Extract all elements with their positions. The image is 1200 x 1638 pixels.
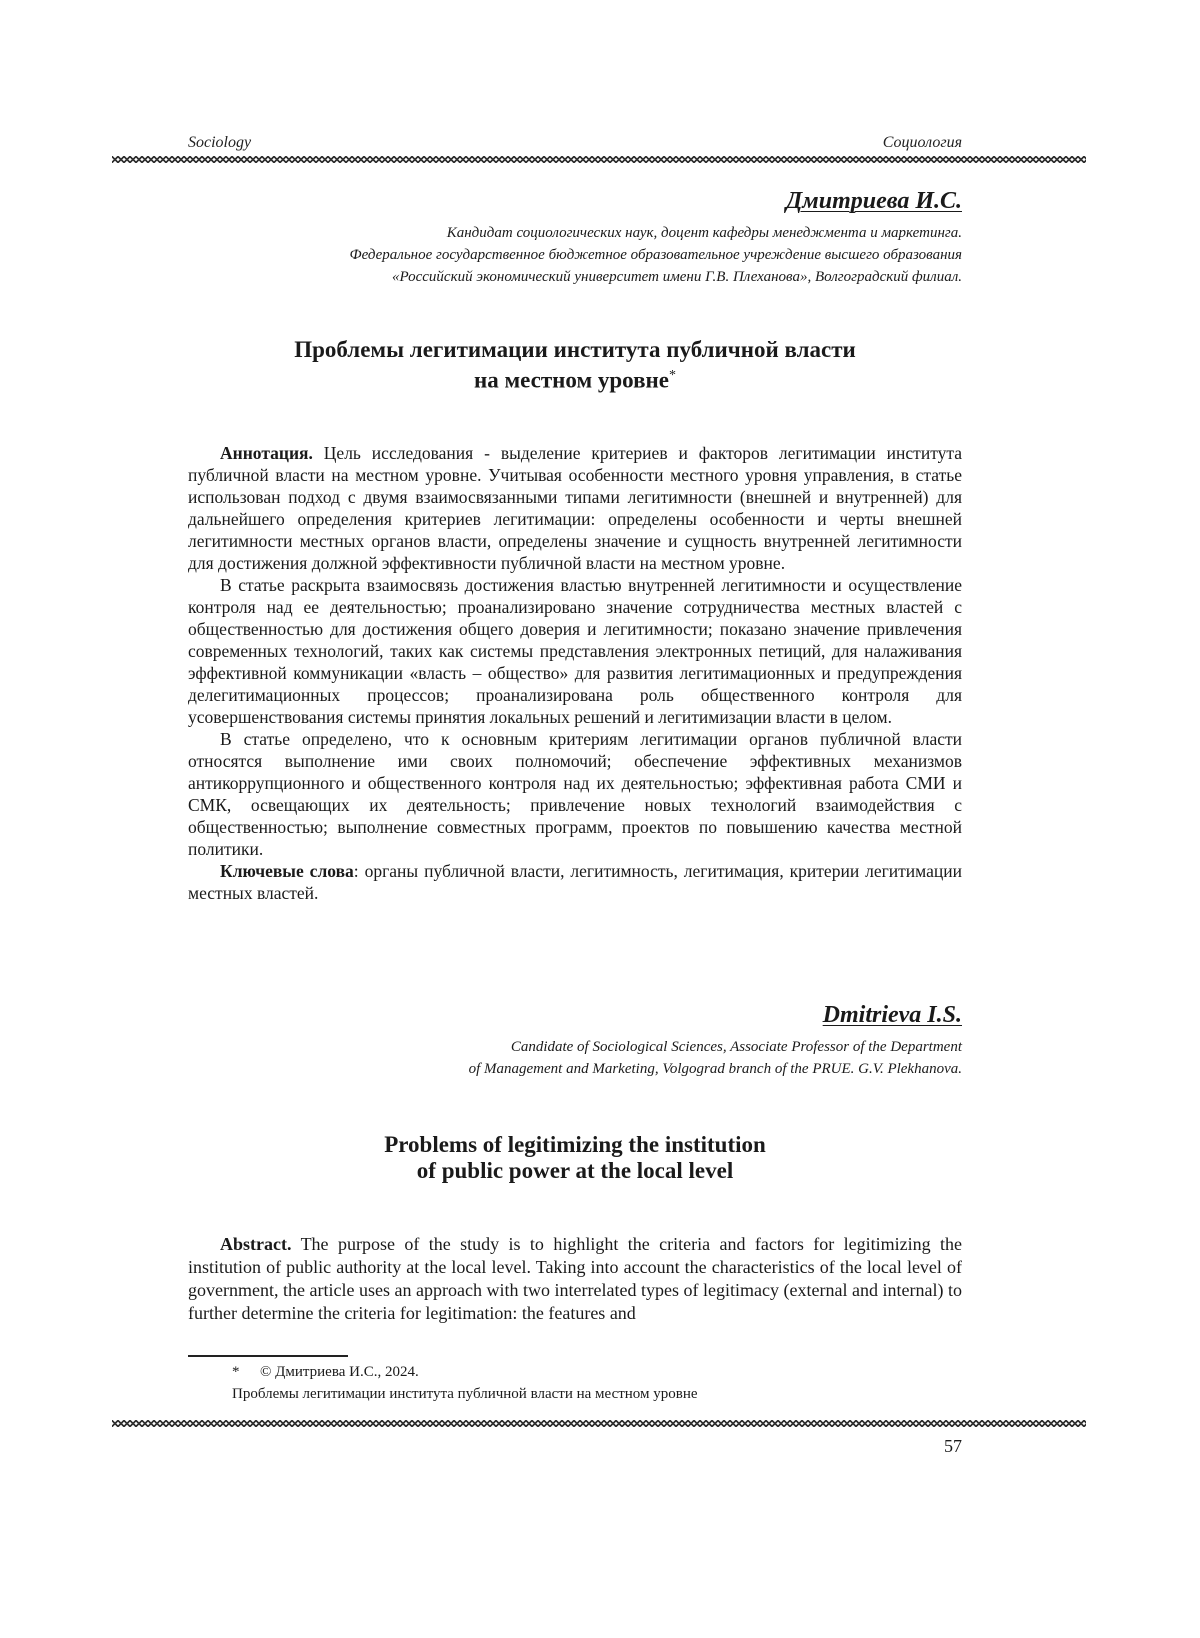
abstract-label: Аннотация. (220, 443, 313, 463)
running-header-left: Sociology (188, 134, 251, 152)
article-title-ru (188, 337, 962, 394)
author-name-ru: Дмитриева И.С. (188, 186, 962, 216)
keywords-label: Ключевые слова (220, 861, 354, 881)
article-title-en (188, 1132, 962, 1184)
keywords-paragraph (188, 860, 962, 904)
footnote-marker: * (669, 368, 676, 383)
running-header (188, 134, 962, 152)
abstract-paragraph: В статье определено, что к основным критериям легитимации органов публичной власти относятся выполнение ими своих полномочий; обеспечение эффективных механизмов антикоррупционного и общественного контроля над их деятельностью; эффективная работа СМИ и СМК, освещающих их деятельность; привлечение новых технологий взаимодействия с общественностью; выполнение совместных программ, проектов по повышению качества местной политики. (188, 728, 962, 860)
footnote-line (232, 1361, 932, 1383)
abstract-label: Abstract. (220, 1234, 291, 1254)
affiliation-line: Федеральное государственное бюджетное образовательное учреждение высшего образования (188, 244, 962, 266)
affiliation-line: Candidate of Sociological Sciences, Associate Professor of the Department (188, 1036, 962, 1058)
page-number: 57 (188, 1436, 962, 1457)
keywords-text: : органы публичной власти, легитимность, легитимация, критерии легитимации местных властей. (188, 861, 962, 903)
running-header-right: Социология (883, 134, 962, 152)
footnote-line: Проблемы легитимации института публичной власти на местном уровне (232, 1383, 932, 1405)
title-line-text: на местном уровне (474, 368, 669, 393)
title-line: of public power at the local level (188, 1158, 962, 1184)
abstract-paragraph (188, 1233, 962, 1325)
top-ornament-divider (112, 156, 1086, 163)
title-line (188, 363, 962, 394)
paper-page (0, 0, 1200, 1638)
footnote-rule (188, 1355, 348, 1357)
abstract-paragraph: В статье раскрыта взаимосвязь достижения властью внутренней легитимности и осуществление контроля над ее деятельностью; проанализировано значение сотрудничества местных властей с общественностью для достижения общего доверия и легитимности; показано значение привлечения современных технологий, таких как системы представления электронных петиций, для налаживания эффективной коммуникации «власть – общество» для развития легитимационных и предупреждения делегитимационных процессов; проанализирована роль общественного контроля для усовершенствования системы принятия локальных решений и легитимизации власти в целом. (188, 574, 962, 728)
abstract-text: Цель исследования - выделение критериев и факторов легитимации института публичной власти на местном уровне. Учитывая особенности местного уровня управления, в статье использован подход с двумя взаимосвязанными типами легитимности (внешней и внутренней) для дальнейшего определения критериев легитимации: определены особенности и черты внешней легитимности местных органов власти, определены значение и сущность внутренней легитимности для достижения должной эффективности публичной власти на местном уровне. (188, 443, 962, 573)
footnote (232, 1361, 932, 1405)
author-block-en (188, 1000, 962, 1080)
footnote-marker: * (232, 1361, 260, 1383)
abstract-paragraph (188, 442, 962, 574)
affiliation-line: «Российский экономический университет имени Г.В. Плеханова», Волгоградский филиал. (188, 266, 962, 288)
abstract-text: The purpose of the study is to highlight the criteria and factors for legitimizing the institution of public authority at the local level. Taking into account the characteristics of the local level of government, the article uses an approach with two interrelated types of legitimacy (external and internal) to further determine the criteria for legitimation: the features and (188, 1234, 962, 1323)
bottom-ornament-divider (112, 1420, 1086, 1427)
title-line: Problems of legitimizing the institution (188, 1132, 962, 1158)
affiliation-line: of Management and Marketing, Volgograd branch of the PRUE. G.V. Plekhanova. (188, 1058, 962, 1080)
footnote-copyright: © Дмитриева И.С., 2024. (260, 1364, 419, 1380)
author-name-en: Dmitrieva I.S. (188, 1000, 962, 1030)
title-line: Проблемы легитимации института публичной власти (188, 337, 962, 363)
abstract-ru (188, 442, 962, 904)
author-block-ru (188, 186, 962, 288)
abstract-en (188, 1233, 962, 1325)
affiliation-line: Кандидат социологических наук, доцент кафедры менеджмента и маркетинга. (188, 222, 962, 244)
